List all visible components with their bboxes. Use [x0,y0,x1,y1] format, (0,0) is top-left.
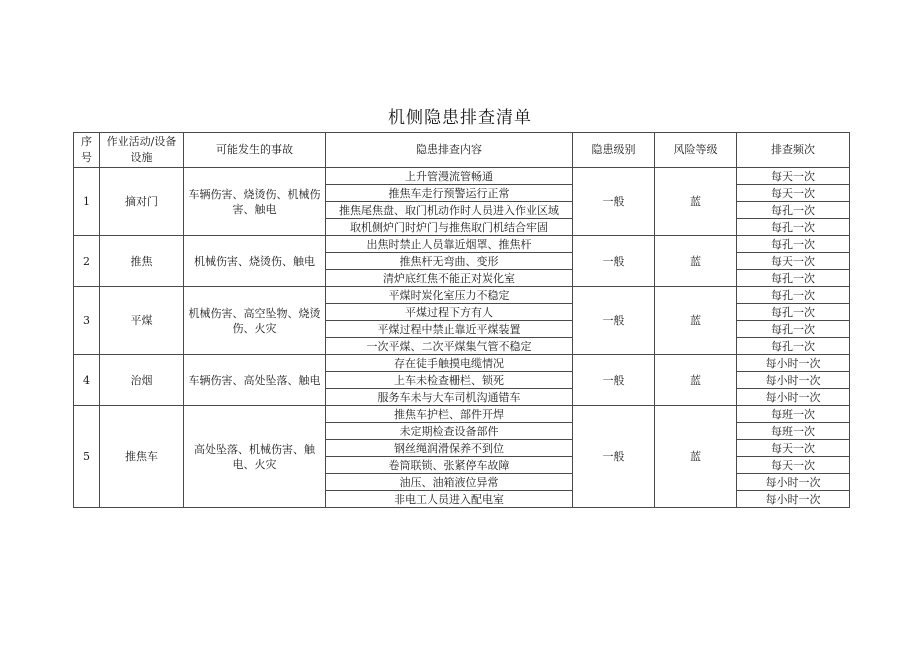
content-cell: 油压、油箱液位异常 [326,474,573,491]
risk-level-cell: 蓝 [655,168,737,236]
content-cell: 推焦尾焦盘、取门机动作时人员进入作业区域 [326,202,573,219]
header-frequency: 排查频次 [737,133,850,168]
header-content: 隐患排查内容 [326,133,573,168]
risk-level-cell: 蓝 [655,406,737,508]
accident-cell: 车辆伤害、烧烫伤、机械伤害、触电 [184,168,326,236]
table-row [74,168,850,185]
table-body [74,168,850,508]
content-cell: 上车未检查栅栏、锁死 [326,372,573,389]
row-number: 4 [74,355,100,406]
content-cell: 未定期检查设备部件 [326,423,573,440]
content-cell: 存在徒手触摸电缆情况 [326,355,573,372]
hazard-level-cell: 一般 [573,355,655,406]
hazard-level-cell: 一般 [573,168,655,236]
frequency-cell: 每天一次 [737,168,850,185]
content-cell: 平煤过程中禁止靠近平煤装置 [326,321,573,338]
frequency-cell: 每小时一次 [737,372,850,389]
frequency-cell: 每孔一次 [737,202,850,219]
frequency-cell: 每孔一次 [737,304,850,321]
risk-level-cell: 蓝 [655,236,737,287]
table-row [74,406,850,423]
hazard-level-cell: 一般 [573,287,655,355]
row-number: 5 [74,406,100,508]
frequency-cell: 每小时一次 [737,355,850,372]
header-activity: 作业活动/设备设施 [100,133,184,168]
frequency-cell: 每天一次 [737,457,850,474]
frequency-cell: 每孔一次 [737,236,850,253]
hazard-level-cell: 一般 [573,406,655,508]
table-row [74,355,850,372]
content-cell: 取机侧炉门时炉门与推焦取门机结合牢固 [326,219,573,236]
risk-level-cell: 蓝 [655,287,737,355]
header-risk-level: 风险等级 [655,133,737,168]
frequency-cell: 每班一次 [737,423,850,440]
accident-cell: 机械伤害、高空坠物、烧烫伤、火灾 [184,287,326,355]
frequency-cell: 每天一次 [737,253,850,270]
accident-cell: 车辆伤害、高处坠落、触电 [184,355,326,406]
row-number: 3 [74,287,100,355]
content-cell: 一次平煤、二次平煤集气管不稳定 [326,338,573,355]
header-accident: 可能发生的事故 [184,133,326,168]
content-cell: 服务车未与大车司机沟通错车 [326,389,573,406]
header-row [74,133,850,168]
frequency-cell: 每小时一次 [737,491,850,508]
header-hazard-level: 隐患级别 [573,133,655,168]
accident-cell: 机械伤害、烧烫伤、触电 [184,236,326,287]
content-cell: 出焦时禁止人员靠近烟罩、推焦杆 [326,236,573,253]
activity-cell: 治烟 [100,355,184,406]
frequency-cell: 每天一次 [737,440,850,457]
row-number: 1 [74,168,100,236]
frequency-cell: 每孔一次 [737,219,850,236]
frequency-cell: 每孔一次 [737,338,850,355]
activity-cell: 摘对门 [100,168,184,236]
table-row [74,236,850,253]
frequency-cell: 每小时一次 [737,474,850,491]
hazard-checklist-table [73,132,850,508]
table-row [74,287,850,304]
activity-cell: 推焦 [100,236,184,287]
activity-cell: 平煤 [100,287,184,355]
content-cell: 推焦车走行预警运行正常 [326,185,573,202]
frequency-cell: 每孔一次 [737,270,850,287]
content-cell: 推焦车护栏、部件开焊 [326,406,573,423]
content-cell: 清炉底红焦不能正对炭化室 [326,270,573,287]
content-cell: 卷筒联锁、张紧停车故障 [326,457,573,474]
content-cell: 平煤过程下方有人 [326,304,573,321]
row-number: 2 [74,236,100,287]
frequency-cell: 每孔一次 [737,321,850,338]
content-cell: 上升管漫流管畅通 [326,168,573,185]
content-cell: 钢丝绳润滑保养不到位 [326,440,573,457]
frequency-cell: 每孔一次 [737,287,850,304]
accident-cell: 高处坠落、机械伤害、触电、火灾 [184,406,326,508]
content-cell: 推焦杆无弯曲、变形 [326,253,573,270]
frequency-cell: 每天一次 [737,185,850,202]
page-title: 机侧隐患排查清单 [388,108,532,128]
header-no: 序号 [74,133,100,168]
frequency-cell: 每小时一次 [737,389,850,406]
frequency-cell: 每班一次 [737,406,850,423]
risk-level-cell: 蓝 [655,355,737,406]
activity-cell: 推焦车 [100,406,184,508]
content-cell: 平煤时炭化室压力不稳定 [326,287,573,304]
content-cell: 非电工人员进入配电室 [326,491,573,508]
hazard-level-cell: 一般 [573,236,655,287]
